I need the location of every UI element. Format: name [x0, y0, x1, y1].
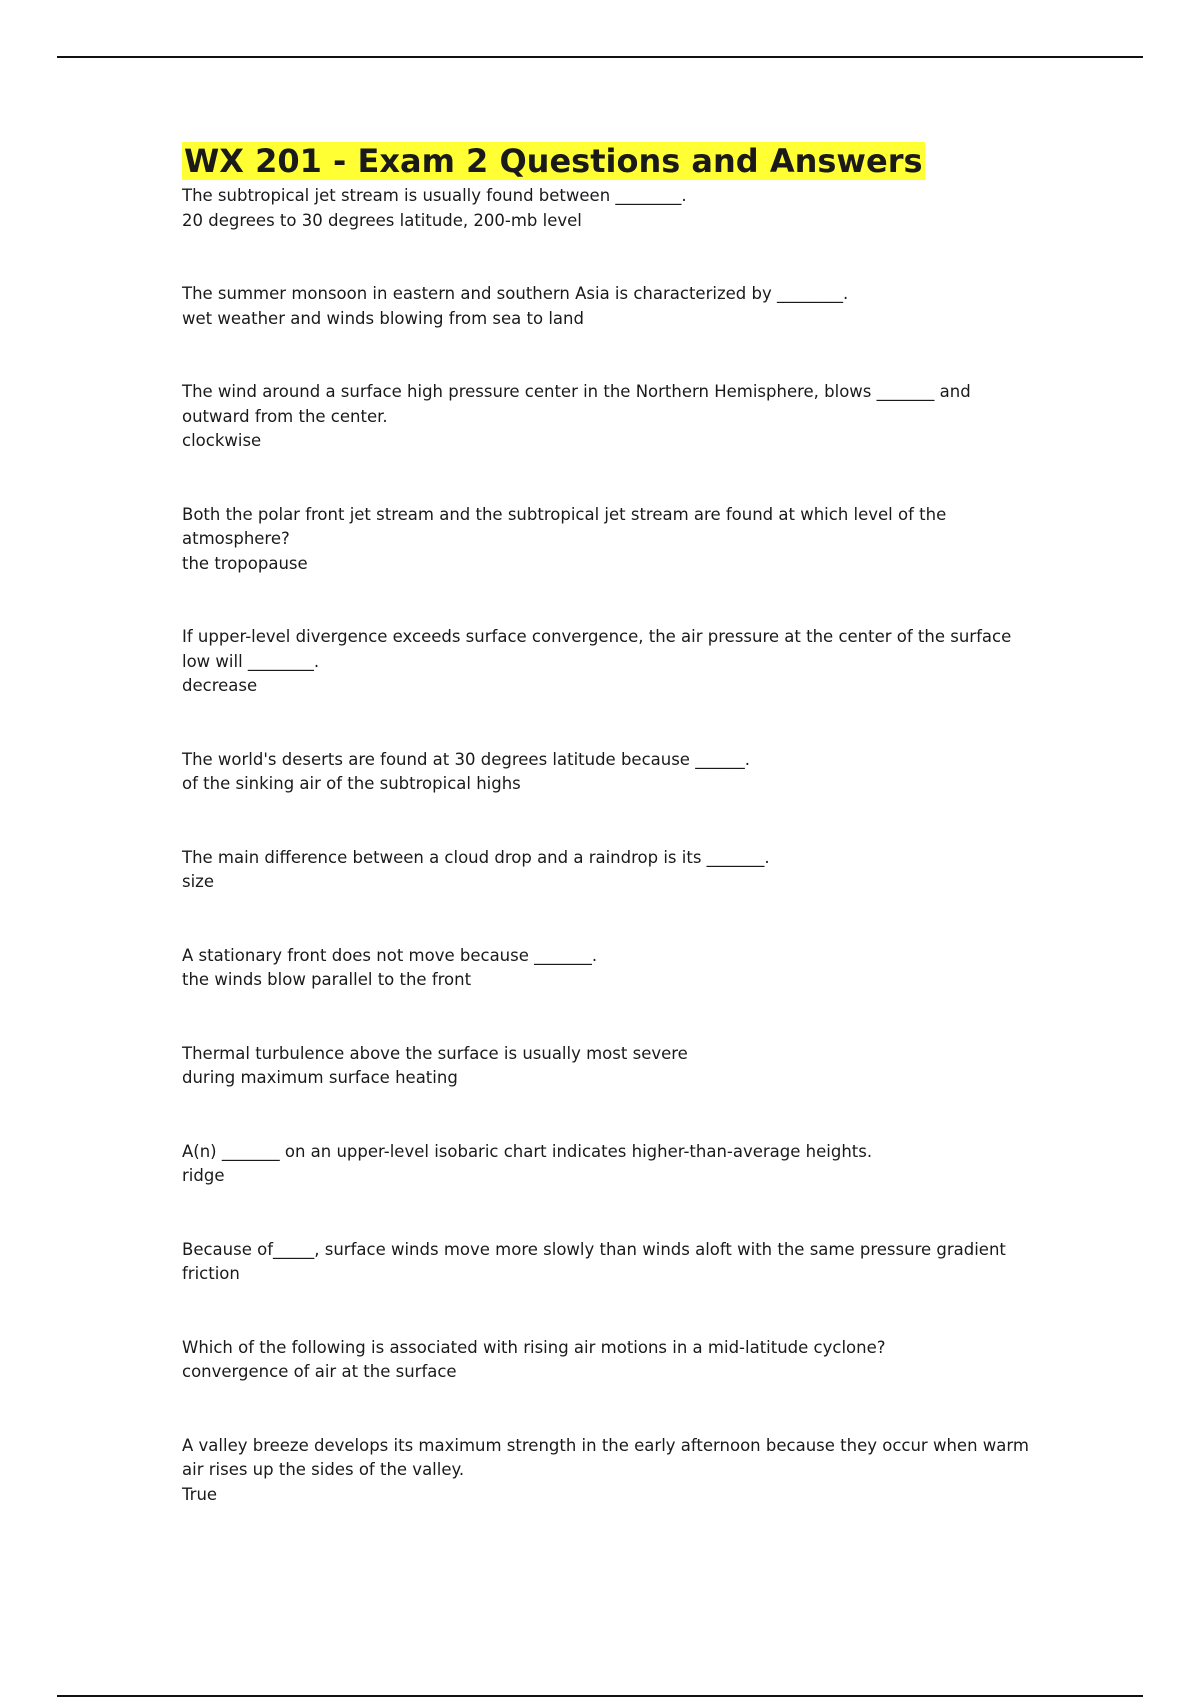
- question-text: The subtropical jet stream is usually found between ________.: [182, 186, 687, 205]
- answer-text: the winds blow parallel to the front: [182, 970, 472, 989]
- question-text: A valley breeze develops its maximum strength in the early afternoon because they occur when warm air rises up the sides of the valley.: [182, 1435, 1035, 1479]
- answer-text: decrease: [182, 676, 258, 695]
- page-top-rule: [57, 56, 1143, 58]
- answer-text: size: [182, 872, 214, 891]
- answer-text: wet weather and winds blowing from sea to land: [182, 308, 584, 328]
- question-text: The wind around a surface high pressure center in the Northern Hemisphere, blows _______ and outward from the center.: [182, 382, 976, 426]
- answer-text: during maximum surface heating: [182, 1068, 458, 1087]
- question-text: Because of_____, surface winds move more slowly than winds aloft with the same pressure gradient: [182, 1239, 1006, 1259]
- answer-text: clockwise: [182, 431, 262, 450]
- qa-item: [182, 748, 1042, 797]
- qa-item: [182, 282, 1042, 331]
- qa-item: [182, 944, 1042, 993]
- qa-item: [182, 846, 1042, 895]
- question-text: A(n) _______ on an upper-level isobaric chart indicates higher-than-average heights.: [182, 1141, 873, 1161]
- answer-text: 20 degrees to 30 degrees latitude, 200-mb level: [182, 210, 582, 230]
- answer-text: friction: [182, 1264, 240, 1283]
- answer-text: of the sinking air of the subtropical highs: [182, 774, 521, 793]
- qa-list: [182, 184, 1042, 1507]
- question-text: The world's deserts are found at 30 degrees latitude because ______.: [182, 749, 750, 769]
- qa-item: [182, 503, 1042, 577]
- document-title: WX 201 - Exam 2 Questions and Answers: [184, 142, 923, 180]
- answer-text: convergence of air at the surface: [182, 1362, 457, 1381]
- qa-item: [182, 1336, 1042, 1385]
- question-text: A stationary front does not move because _______.: [182, 945, 598, 965]
- qa-item: [182, 625, 1042, 699]
- page-bottom-rule: [57, 1695, 1143, 1697]
- question-text: Both the polar front jet stream and the subtropical jet stream are found at which level of the atmosphere?: [182, 504, 952, 548]
- answer-text: the tropopause: [182, 553, 308, 573]
- qa-item: [182, 1140, 1042, 1189]
- qa-item: [182, 1042, 1042, 1091]
- answer-text: ridge: [182, 1166, 225, 1185]
- answer-text: True: [182, 1484, 218, 1504]
- question-text: Thermal turbulence above the surface is usually most severe: [182, 1043, 688, 1063]
- question-text: The main difference between a cloud drop and a raindrop is its _______.: [182, 847, 770, 867]
- qa-item: [182, 1434, 1042, 1508]
- question-text: Which of the following is associated with rising air motions in a mid-latitude cyclone?: [182, 1337, 886, 1357]
- question-text: The summer monsoon in eastern and southern Asia is characterized by ________.: [182, 284, 849, 303]
- qa-item: [182, 184, 1042, 233]
- question-text: If upper-level divergence exceeds surface convergence, the air pressure at the center of the surface low will ________.: [182, 627, 1017, 671]
- qa-item: [182, 1238, 1042, 1287]
- qa-item: [182, 380, 1042, 454]
- document-body: [182, 142, 1042, 1507]
